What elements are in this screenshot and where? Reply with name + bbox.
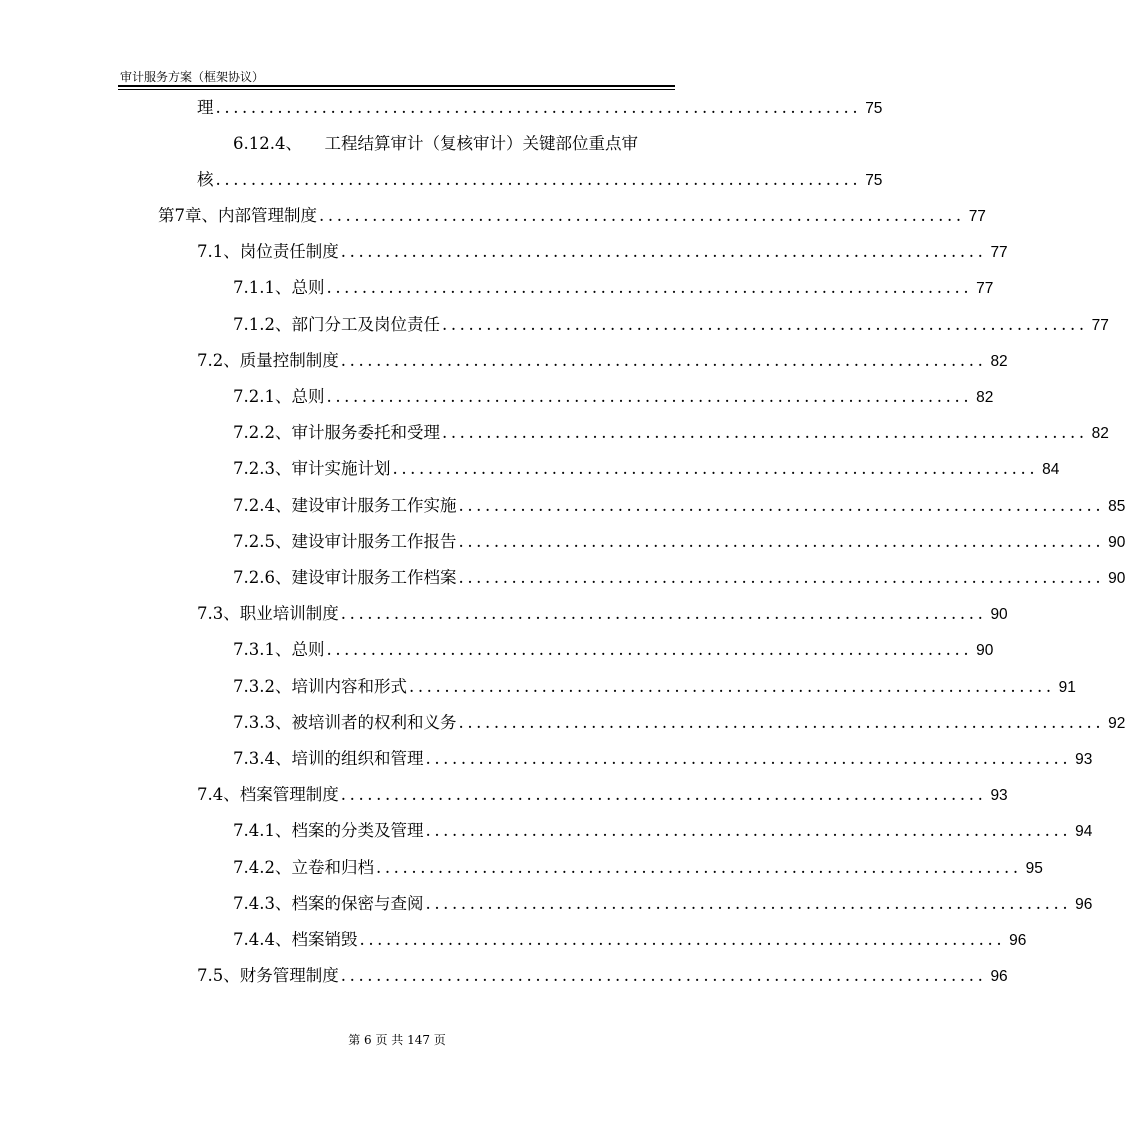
toc-entry-title: 档案销毁 bbox=[291, 930, 358, 949]
toc-entry-page: 90 bbox=[976, 642, 994, 660]
toc-leader-dots: ......................................................................... bbox=[340, 242, 987, 262]
toc-entry[interactable] bbox=[158, 198, 986, 234]
toc-leader-dots: ......................................................................... bbox=[326, 278, 973, 298]
toc-leader-dots: ......................................................................... bbox=[340, 785, 987, 805]
toc-entry-number: 7.3.2、 bbox=[233, 676, 292, 696]
toc-entry-number: 7.4、 bbox=[197, 785, 240, 805]
toc-entry-title: 培训内容和形式 bbox=[291, 676, 407, 696]
toc-entry-number: 7.3.3、 bbox=[233, 712, 292, 732]
toc-entry[interactable] bbox=[233, 560, 1125, 596]
toc-leader-dots: ......................................................................... bbox=[215, 170, 862, 189]
toc-leader-dots: ......................................................................... bbox=[359, 930, 1006, 949]
toc-entry-6-12-4[interactable] bbox=[233, 126, 638, 162]
toc-leader-dots: ......................................................................... bbox=[425, 749, 1072, 768]
toc-leader-dots: ......................................................................... bbox=[458, 568, 1105, 587]
toc-entry-title: 建设审计服务工作报告 bbox=[291, 531, 457, 551]
toc-entry-title: 建设审计服务工作实施 bbox=[291, 495, 457, 515]
toc-entry-title: 审计实施计划 bbox=[291, 459, 391, 479]
toc-entry-title: 总则 bbox=[291, 278, 325, 298]
toc-entry[interactable] bbox=[233, 307, 1109, 343]
toc-entry[interactable] bbox=[233, 850, 1043, 886]
toc-entry-page: 77 bbox=[976, 280, 994, 298]
toc-entry-number: 7.2.4、 bbox=[233, 495, 292, 515]
toc-entry-page: 84 bbox=[1042, 461, 1060, 479]
toc-leader-dots: ......................................................................... bbox=[375, 857, 1022, 877]
toc-entry[interactable] bbox=[233, 669, 1076, 705]
toc-entry-page: 92 bbox=[1108, 714, 1125, 732]
toc-leader-dots: ......................................................................... bbox=[215, 98, 862, 117]
toc-leader-dots: ......................................................................... bbox=[441, 423, 1088, 443]
toc-leader-dots: ......................................................................... bbox=[392, 459, 1039, 479]
toc-entry[interactable] bbox=[233, 379, 994, 415]
toc-entry-title-cont: 核 bbox=[197, 170, 214, 189]
toc-leader-dots: ......................................................................... bbox=[408, 676, 1055, 696]
toc-entry[interactable] bbox=[233, 886, 1093, 922]
toc-entry-page: 96 bbox=[1009, 932, 1027, 949]
toc-entry-number: 7.4.1、 bbox=[233, 821, 292, 841]
toc-entry-page: 82 bbox=[1091, 425, 1109, 443]
toc-entry-page: 75 bbox=[865, 172, 883, 189]
toc-entry-page: 96 bbox=[1075, 895, 1093, 913]
toc-entry-page: 96 bbox=[990, 968, 1008, 986]
toc-entry-number: 7.2.3、 bbox=[233, 459, 292, 479]
toc-entry-title: 培训的组织和管理 bbox=[291, 749, 424, 768]
toc-entry-title: 岗位责任制度 bbox=[239, 242, 339, 262]
toc-entry-number: 第7章、 bbox=[158, 206, 218, 225]
toc-entry-continued[interactable] bbox=[197, 90, 883, 126]
toc-leader-dots: ......................................................................... bbox=[326, 387, 973, 406]
toc-entry-title: 立卷和归档 bbox=[291, 857, 374, 877]
toc-entry-title: 档案管理制度 bbox=[239, 785, 339, 805]
toc-entry-title: 职业培训制度 bbox=[239, 604, 339, 624]
toc-leader-dots: ......................................................................... bbox=[340, 604, 987, 624]
toc-entry-number: 7.2.5、 bbox=[233, 531, 292, 551]
header-title: 审计服务方案（框架协议） bbox=[120, 70, 265, 84]
toc-leader-dots: ......................................................................... bbox=[441, 314, 1088, 334]
toc-entry[interactable] bbox=[233, 415, 1109, 451]
toc-entry-number: 7.2.2、 bbox=[233, 423, 292, 443]
toc-entry-number: 7.4.3、 bbox=[233, 893, 292, 913]
toc-entry-number: 7.1.2、 bbox=[233, 314, 292, 334]
toc-entry[interactable] bbox=[197, 777, 1008, 813]
toc-entry-title: 档案的保密与查阅 bbox=[291, 893, 424, 913]
toc-leader-dots: ......................................................................... bbox=[458, 531, 1105, 551]
toc-entry-title: 质量控制制度 bbox=[239, 350, 339, 370]
toc-entry[interactable] bbox=[197, 958, 1008, 994]
toc-entry[interactable] bbox=[233, 270, 994, 306]
toc-entry-title: 内部管理制度 bbox=[218, 206, 317, 225]
toc-entry-number: 7.3、 bbox=[197, 604, 240, 624]
toc-entry-title: 审计服务委托和受理 bbox=[291, 423, 440, 443]
toc-entry[interactable] bbox=[233, 922, 1027, 958]
toc-entry-page: 82 bbox=[976, 389, 994, 406]
toc-entry-number: 7.1、 bbox=[197, 242, 240, 262]
toc-entry-title: 理 bbox=[197, 98, 214, 117]
toc-entry-number: 7.2.1、 bbox=[233, 387, 292, 406]
toc-entry-number: 7.4.4、 bbox=[233, 930, 292, 949]
toc-entry-page: 77 bbox=[1091, 316, 1109, 334]
toc-entry-page: 94 bbox=[1075, 823, 1093, 841]
toc-entry-page: 90 bbox=[1108, 570, 1125, 587]
toc-entry[interactable] bbox=[233, 632, 994, 668]
toc-leader-dots: ......................................................................... bbox=[425, 893, 1072, 913]
toc-entry[interactable] bbox=[233, 813, 1093, 849]
toc-entry-number: 7.4.2、 bbox=[233, 857, 292, 877]
toc-entry[interactable] bbox=[233, 488, 1125, 524]
toc-leader-dots: ......................................................................... bbox=[458, 712, 1105, 732]
toc-entry[interactable] bbox=[197, 234, 1008, 270]
toc-entry-page: 82 bbox=[990, 352, 1008, 370]
toc-entry-number: 7.2.6、 bbox=[233, 568, 292, 587]
toc-leader-dots: ......................................................................... bbox=[458, 495, 1105, 515]
toc-entry[interactable] bbox=[233, 524, 1125, 560]
toc-entry-page: 90 bbox=[990, 606, 1008, 624]
toc-entry-page: 93 bbox=[990, 787, 1008, 805]
toc-leader-dots: ......................................................................... bbox=[340, 350, 987, 370]
toc-leader-dots: ......................................................................... bbox=[425, 821, 1072, 841]
toc-entry-number: 7.3.1、 bbox=[233, 640, 292, 660]
toc-entry-title: 被培训者的权利和义务 bbox=[291, 712, 457, 732]
toc-leader-dots: ......................................................................... bbox=[326, 640, 973, 660]
toc-entry-number: 7.1.1、 bbox=[233, 278, 292, 298]
toc-entry-title: 财务管理制度 bbox=[239, 966, 339, 986]
toc-entry-page: 75 bbox=[865, 100, 883, 117]
toc-entry[interactable] bbox=[233, 705, 1125, 741]
toc-entry-title: 工程结算审计（复核审计）关键部位重点审 bbox=[324, 134, 638, 153]
toc-entry[interactable] bbox=[197, 596, 1008, 632]
toc-entry[interactable] bbox=[233, 741, 1093, 777]
toc-entry-page: 95 bbox=[1025, 859, 1043, 877]
toc-entry-title: 部门分工及岗位责任 bbox=[291, 314, 440, 334]
page-footer: 第 6 页 共 147 页 bbox=[348, 1033, 446, 1047]
toc-entry[interactable] bbox=[197, 343, 1008, 379]
toc-entry-title: 总则 bbox=[291, 640, 325, 660]
toc-entry-number: 6.12.4、 bbox=[233, 134, 302, 153]
header-rule-thick bbox=[118, 85, 675, 87]
toc-entry-number: 7.2、 bbox=[197, 350, 240, 370]
toc-entry-number: 7.5、 bbox=[197, 966, 240, 986]
toc-entry-page: 90 bbox=[1108, 533, 1125, 551]
toc-leader-dots: ......................................................................... bbox=[319, 206, 965, 225]
toc-entry[interactable] bbox=[233, 451, 1060, 487]
toc-entry-page: 77 bbox=[968, 208, 986, 225]
toc-entry-page: 93 bbox=[1075, 751, 1093, 768]
toc-entry-title: 总则 bbox=[291, 387, 325, 406]
toc-entry-page: 91 bbox=[1058, 678, 1076, 696]
toc-leader-dots: ......................................................................... bbox=[340, 966, 987, 986]
toc-entry-number: 7.3.4、 bbox=[233, 749, 292, 768]
toc-entry-title: 建设审计服务工作档案 bbox=[291, 568, 457, 587]
toc-entry-page: 77 bbox=[990, 244, 1008, 262]
toc-entry-6-12-4-cont[interactable] bbox=[197, 162, 883, 198]
toc-entry-page: 85 bbox=[1108, 497, 1125, 515]
toc-entry-title: 档案的分类及管理 bbox=[291, 821, 424, 841]
